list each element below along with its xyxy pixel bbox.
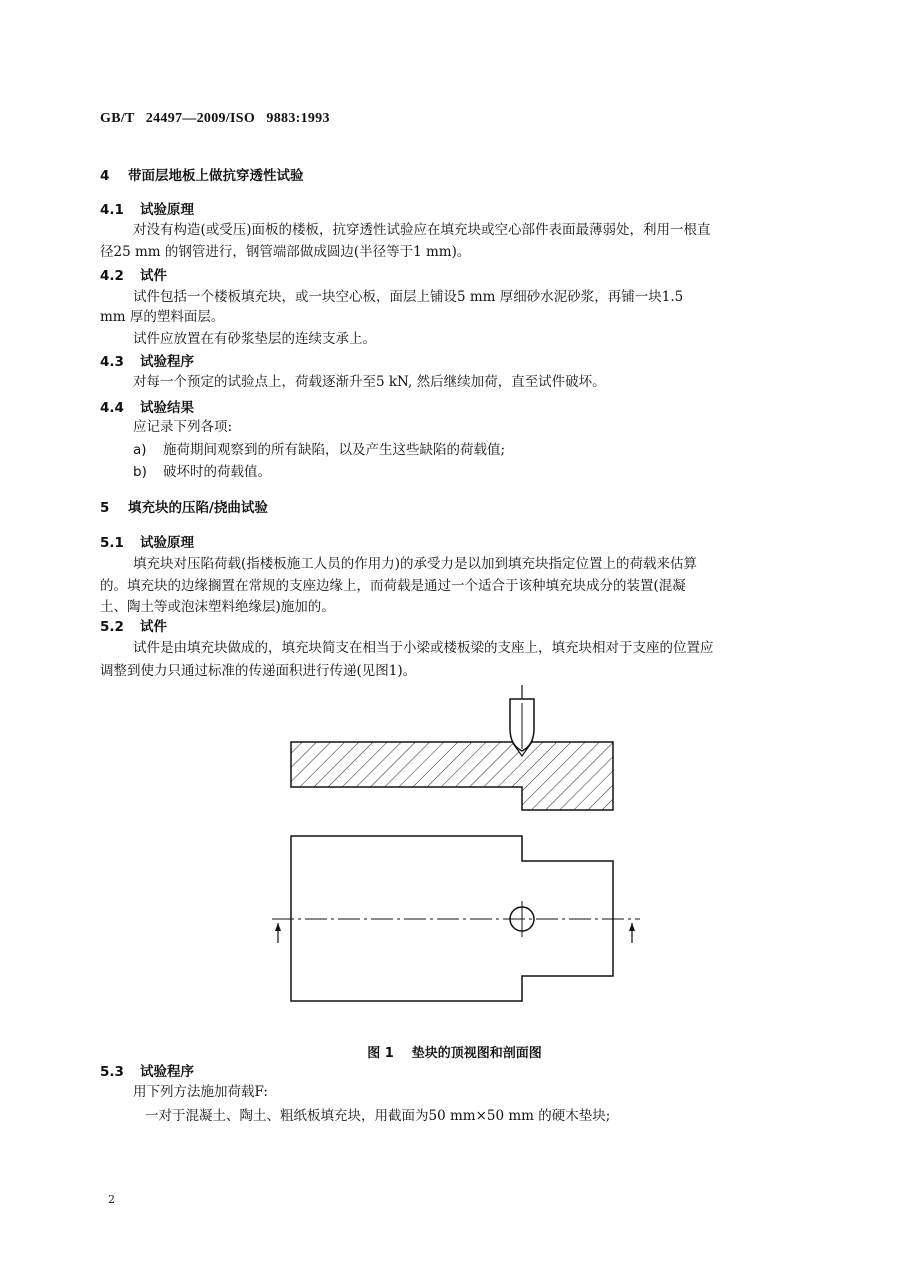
paragraph-line: 应记录下列各项: — [133, 419, 233, 435]
section-4-heading — [100, 164, 304, 184]
paragraph-line: 的。填充块的边缘搁置在常规的支座边缘上，而荷载是通过一个适合于该种填充块成分的装置(混凝 — [100, 578, 686, 594]
paragraph-line: mm 厚的塑料面层。 — [100, 309, 225, 325]
figure-caption — [0, 1042, 909, 1061]
standard-header: GB/T 24497—2009/ISO 9883:1993 — [100, 111, 330, 126]
clause-number: 5.2 — [100, 619, 124, 635]
clause-title: 试验结果 — [140, 400, 194, 416]
clause-title: 试验原理 — [140, 535, 194, 551]
paragraph-line: 试件包括一个楼板填充块，或一块空心板，面层上铺设5 mm 厚细砂水泥砂浆，再铺一块1.5 — [133, 289, 684, 305]
list-text: 施荷期间观察到的所有缺陷，以及产生这些缺陷的荷载值; — [163, 442, 506, 458]
clause-number: 5.1 — [100, 535, 124, 551]
page-number: 2 — [108, 1193, 115, 1206]
clause-number: 4.3 — [100, 354, 124, 370]
figure-title: 垫块的顶视图和剖面图 — [411, 1046, 542, 1061]
paragraph-line: 径25 mm 的钢管进行，钢管端部做成圆边(半径等于1 mm)。 — [100, 244, 471, 260]
clause-5-1-heading — [100, 531, 194, 551]
list-marker: b) — [133, 464, 147, 480]
figure-1-drawing — [260, 685, 650, 1015]
paragraph-line: 试件应放置在有砂浆垫层的连续支承上。 — [133, 331, 376, 347]
section-arrow-right-icon — [629, 923, 635, 943]
clause-5-3-heading — [100, 1060, 194, 1080]
paragraph-line: 土、陶土等或泡沫塑料绝缘层)施加的。 — [100, 599, 335, 615]
paragraph-line: 填充块对压陷荷载(指楼板施工人员的作用力)的承受力是以加到填充块指定位置上的荷载来估算 — [133, 556, 698, 572]
paragraph-line: 对没有构造(或受压)面板的楼板，抗穿透性试验应在填充块或空心部件表面最薄弱处，利用一根直 — [133, 222, 711, 238]
clause-title: 试验原理 — [140, 202, 194, 218]
section-view — [291, 742, 613, 810]
clause-title: 试验程序 — [140, 354, 194, 370]
clause-4-1-heading — [100, 198, 194, 218]
clause-number: 4.2 — [100, 268, 124, 284]
top-view — [272, 836, 640, 1001]
clause-number: 4.1 — [100, 202, 124, 218]
section-5-heading — [100, 496, 268, 516]
section-number: 5 — [100, 500, 110, 516]
clause-4-3-heading — [100, 350, 194, 370]
list-text: 破坏时的荷载值。 — [163, 464, 271, 480]
list-marker: a) — [133, 442, 147, 458]
list-item — [133, 460, 271, 480]
list-item — [133, 438, 505, 458]
clause-4-2-heading — [100, 264, 167, 284]
paragraph-line: 对每一个预定的试验点上，荷载逐渐升至5 kN, 然后继续加荷，直至试件破坏。 — [133, 374, 606, 390]
section-number: 4 — [100, 168, 110, 184]
section-title: 带面层地板上做抗穿透性试验 — [128, 168, 304, 184]
paragraph-line: 调整到使力只通过标准的传递面积进行传递(见图1)。 — [100, 663, 417, 679]
load-punch-icon — [510, 685, 534, 751]
clause-number: 5.3 — [100, 1064, 124, 1080]
clause-title: 试件 — [140, 619, 167, 635]
clause-title: 试件 — [140, 268, 167, 284]
paragraph-line: 用下列方法施加荷载F: — [133, 1084, 268, 1100]
clause-title: 试验程序 — [140, 1064, 194, 1080]
figure-number: 图 1 — [367, 1046, 394, 1061]
paragraph-line: 试件是由填充块做成的，填充块简支在相当于小梁或楼板梁的支座上，填充块相对于支座的位置应 — [133, 640, 714, 656]
clause-5-2-heading — [100, 615, 167, 635]
section-arrow-left-icon — [275, 923, 281, 943]
paragraph-line: 一对于混凝土、陶土、粗纸板填充块，用截面为50 mm×50 mm 的硬木垫块; — [145, 1108, 611, 1124]
section-title: 填充块的压陷/挠曲试验 — [128, 500, 268, 516]
clause-number: 4.4 — [100, 400, 124, 416]
clause-4-4-heading — [100, 396, 194, 416]
